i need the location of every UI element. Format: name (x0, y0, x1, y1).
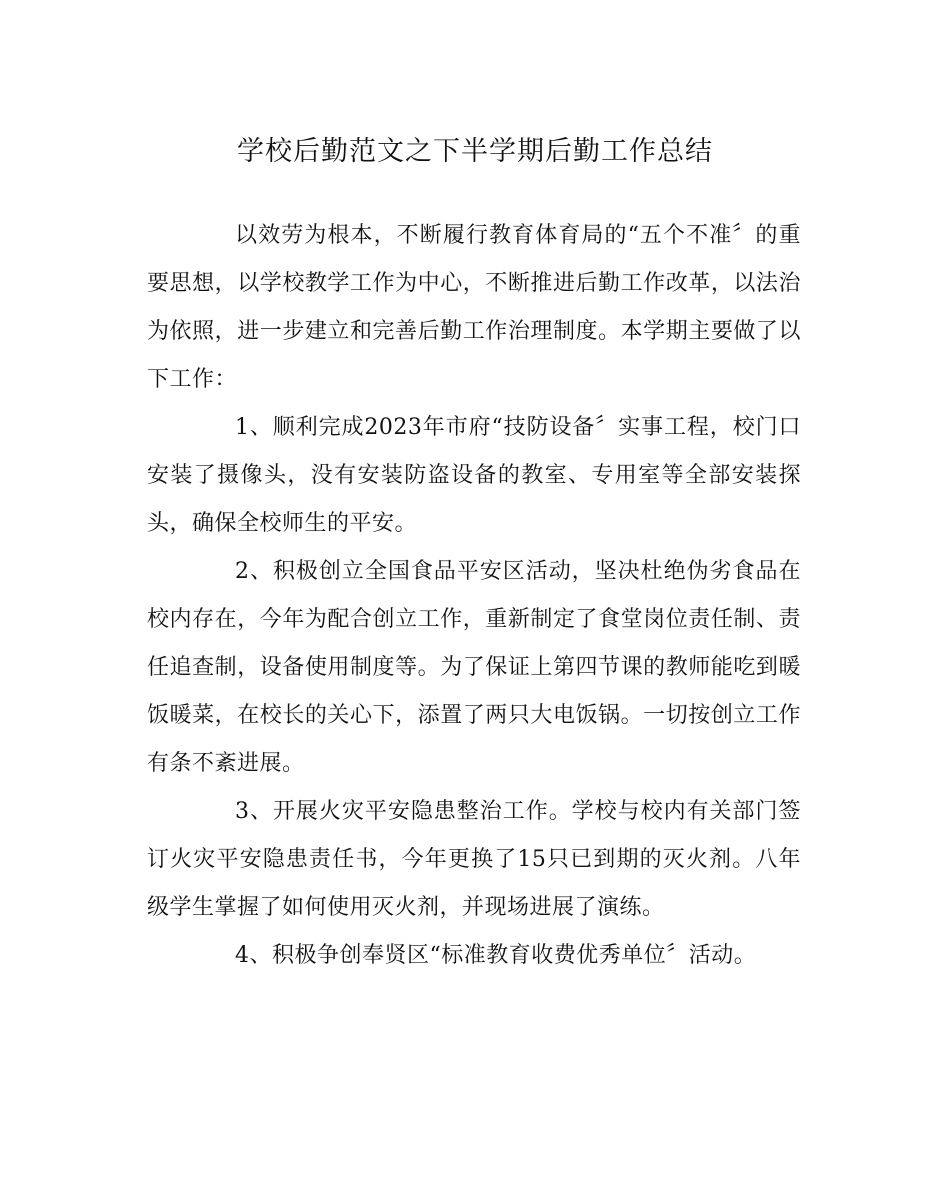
intro-paragraph: 以效劳为根本，不断履行教育体育局的“五个不准〞的重要思想，以学校教学工作为中心，不断推进后勤工作改革，以法治为依照，进一步建立和完善后勤工作治理制度。本学期主要做了以下工作： (147, 223, 801, 392)
document-title: 学校后勤范文之下半学期后勤工作总结 (237, 136, 713, 167)
item-paragraph-2: 2、积极创立全国食品平安区活动，坚决杜绝伪劣食品在校内存在，今年为配合创立工作，重新制定了食堂岗位责任制、责任追查制，设备使用制度等。为了保证上第四节课的教师能吃到暖饭暖菜，在校长的关心下，添置了两只大电饭锅。一切按创立工作有条不紊进展。 (147, 559, 801, 776)
document-body (147, 212, 801, 980)
item-paragraph-4: 4、积极争创奉贤区“标准教育收费优秀单位〞活动。 (235, 943, 757, 968)
item-paragraph-1: 1、顺利完成2023年市府“技防设备〞实事工程，校门口安装了摄像头，没有安装防盗设备的教室、专用室等全部安装探头，确保全校师生的平安。 (147, 415, 801, 536)
item-paragraph-3: 3、开展火灾平安隐患整治工作。学校与校内有关部门签订火灾平安隐患责任书，今年更换了15只已到期的灭火剂。八年级学生掌握了如何使用灭火剂，并现场进展了演练。 (147, 799, 801, 920)
